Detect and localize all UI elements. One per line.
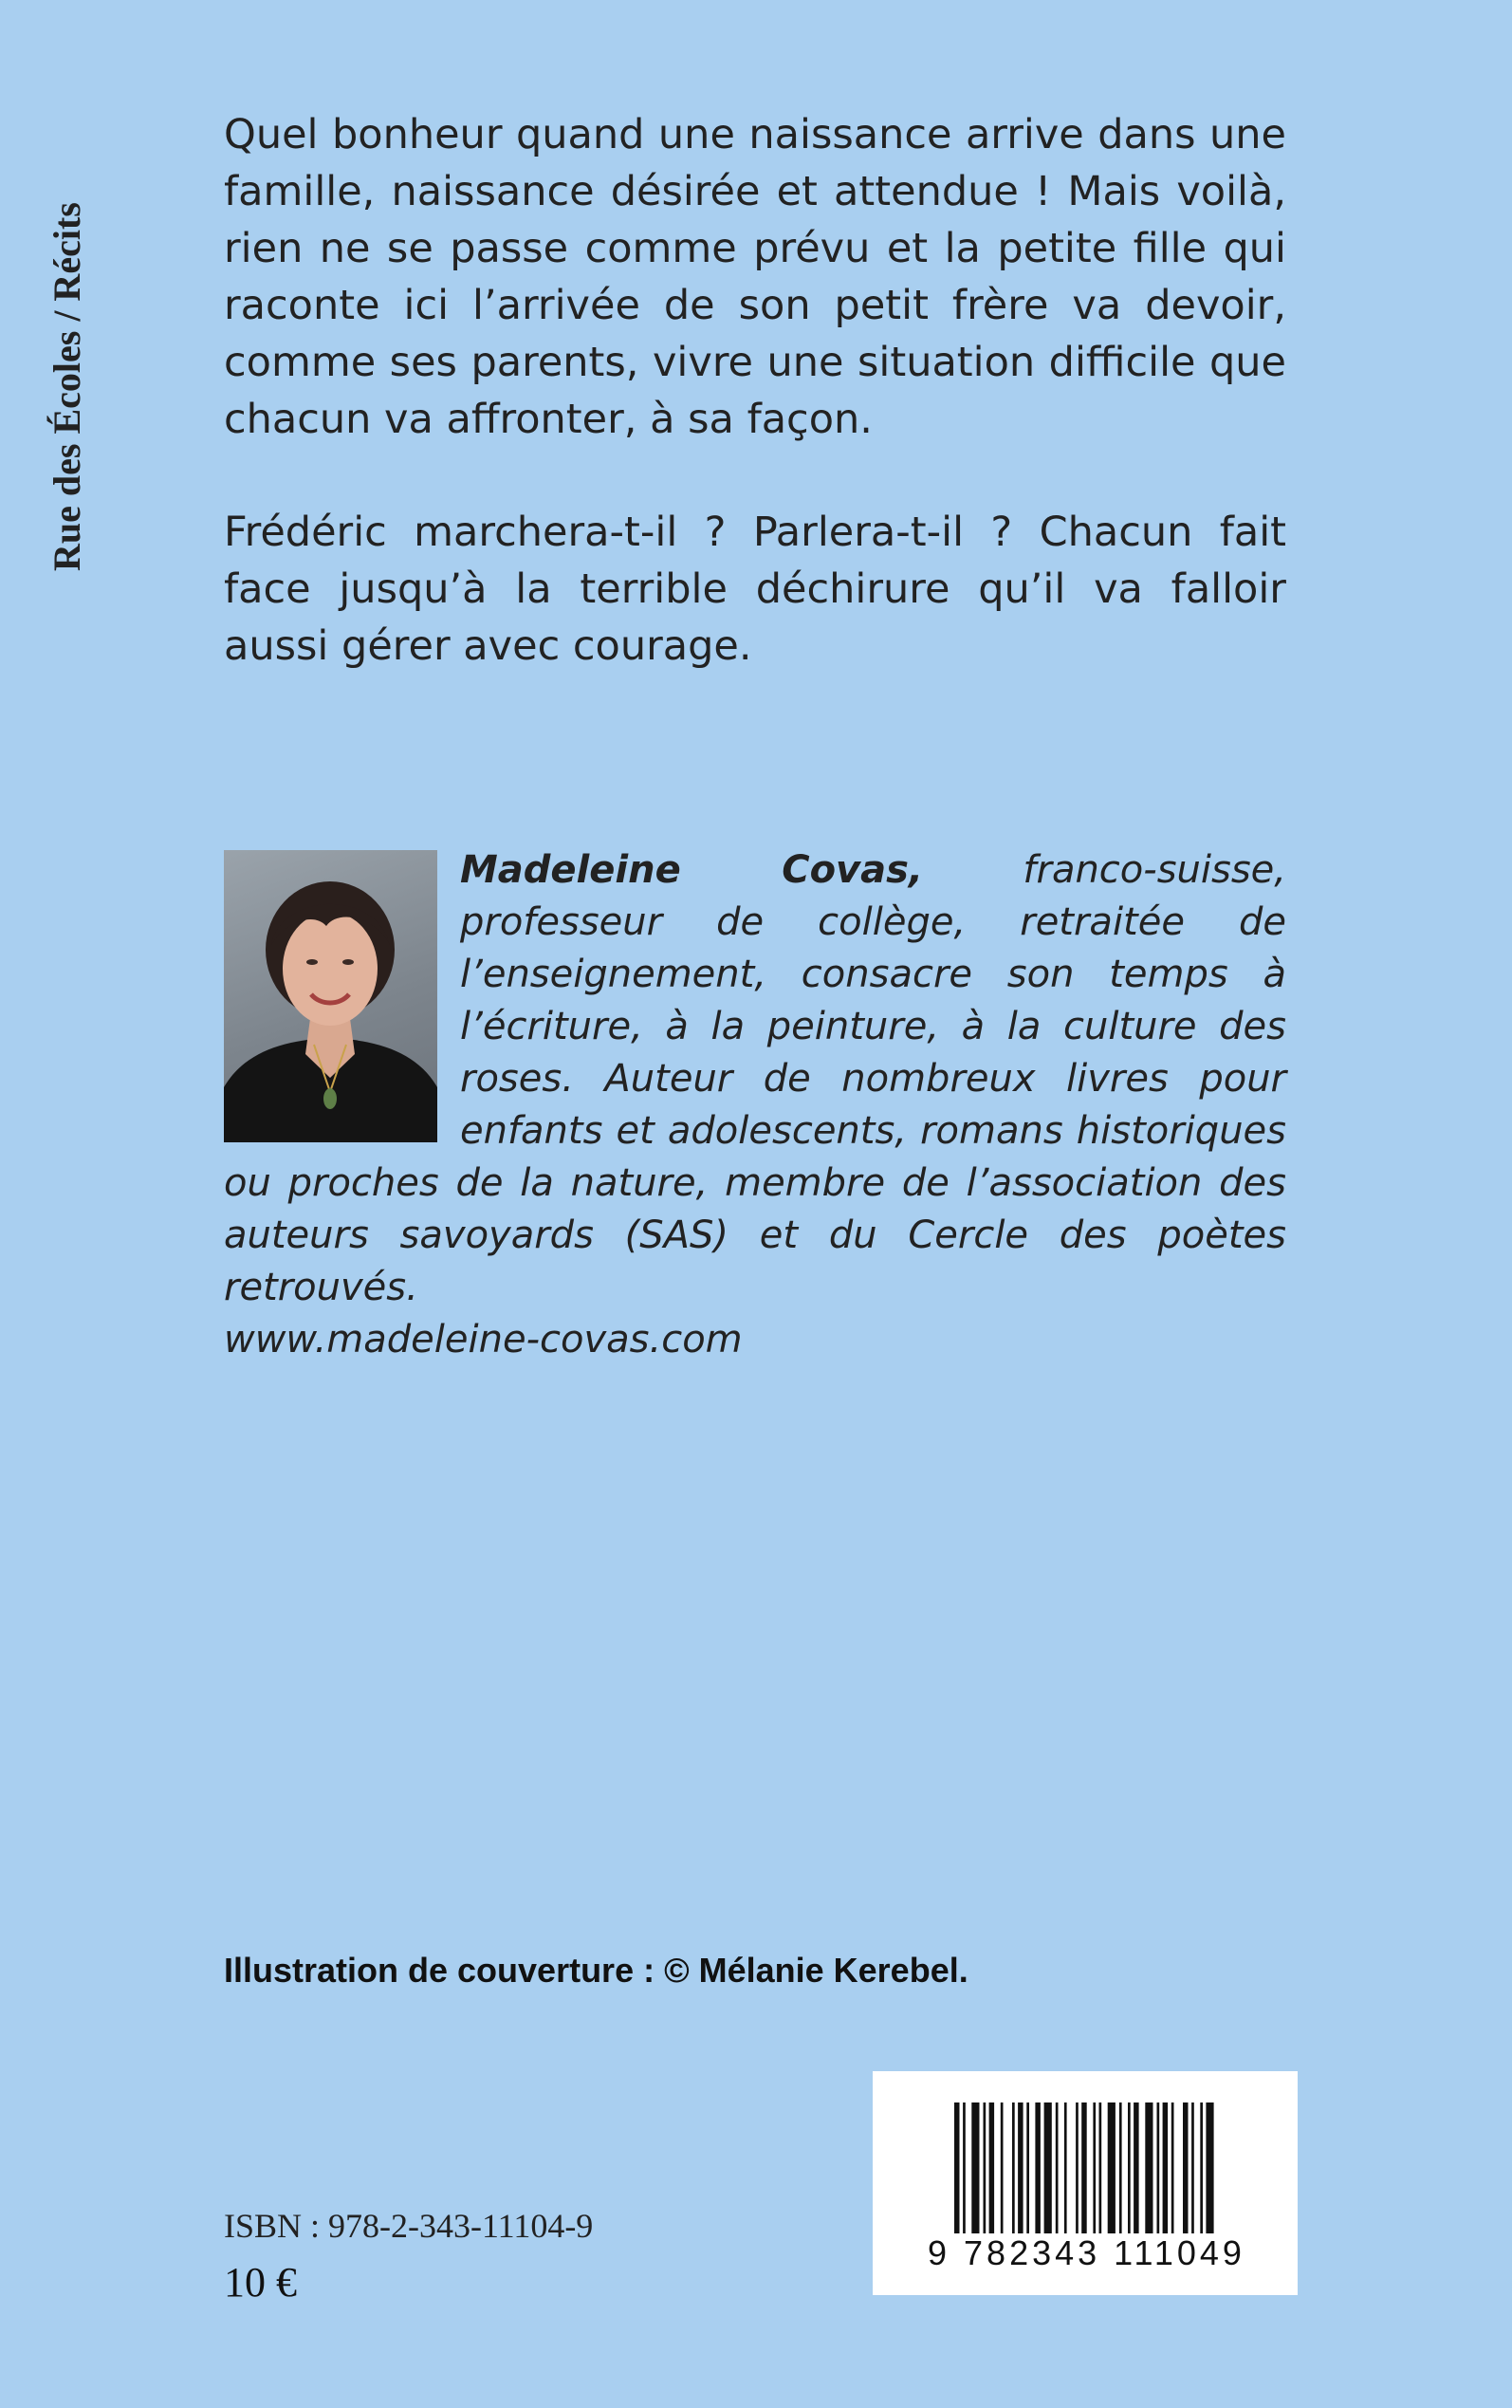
blurb-paragraph: Quel bonheur quand une naissance arrive dans une famille, naissance désirée et attendue ! Mais voilà, rien ne se passe comme prévu et la petite fille qui raconte ici l’arrivée de son petit frère va devoir, comme ses parents, vivre une situation difficile que chacun va affronter, à sa façon. <box>224 111 1286 443</box>
barcode-bar <box>1206 2102 1213 2233</box>
barcode-bar <box>1044 2102 1052 2233</box>
barcode-bar <box>1157 2102 1160 2233</box>
barcode-bar <box>1035 2102 1041 2233</box>
barcode-bar <box>1119 2102 1122 2233</box>
barcode-bar <box>1001 2102 1004 2233</box>
author-website[interactable]: www.madeleine-covas.com <box>224 1318 743 1361</box>
cover-illustration-credit: Illustration de couverture : © Mélanie Kerebel. <box>224 1951 968 1990</box>
barcode-bar <box>1183 2102 1189 2233</box>
barcode-bar <box>1081 2102 1087 2233</box>
spine-series-title: Rue des Écoles / Récits <box>46 202 88 571</box>
isbn-number: ISBN : 978-2-343-11104-9 <box>224 2207 594 2245</box>
blurb-paragraph: Frédéric marchera-t-il ? Parlera-t-il ? Chacun fait face jusqu’à la terrible déchirure qu’il va falloir aussi gérer avec courage. <box>224 509 1286 670</box>
back-cover-blurb <box>224 106 1286 675</box>
barcode-bar <box>1108 2102 1116 2233</box>
barcode-bar <box>989 2102 995 2233</box>
author-biography <box>224 844 1286 1366</box>
author-name: Madeleine Covas, <box>460 848 924 892</box>
barcode-bar <box>1145 2102 1152 2233</box>
barcode-bar <box>1018 2102 1023 2233</box>
barcode-bar <box>1128 2102 1131 2233</box>
author-bio-text: franco-suisse, professeur de collège, retraitée de l’enseignement, consacre son temps à l’écriture, à la peinture, à la culture des roses. Auteur de nombreux livres pour enfants et adolescents, romans historiques ou proches de la nature, membre de l’association des auteurs savoyards (SAS) et du Cercle des poètes retrouvés. <box>224 848 1287 1309</box>
barcode-bar <box>1099 2102 1102 2233</box>
barcode-bar <box>1171 2102 1174 2233</box>
barcode-bar <box>1200 2102 1203 2233</box>
barcode-bar <box>1056 2102 1059 2233</box>
barcode-bar <box>1163 2102 1169 2233</box>
barcode-bar <box>1076 2102 1079 2233</box>
barcode-bar <box>954 2102 960 2233</box>
barcode-bar <box>1012 2102 1015 2233</box>
isbn-barcode <box>873 2071 1298 2295</box>
barcode-bar <box>1093 2102 1096 2233</box>
barcode-bar <box>1026 2102 1029 2233</box>
barcode-bar <box>1134 2102 1139 2233</box>
barcode-bar <box>984 2102 986 2233</box>
barcode-bar <box>1191 2102 1194 2233</box>
barcode-bar <box>1064 2102 1067 2233</box>
barcode-bar <box>971 2102 979 2233</box>
price: 10 € <box>224 2259 297 2306</box>
barcode-digits: 9 782343 111049 <box>928 2233 1245 2272</box>
barcode-bar <box>963 2102 966 2233</box>
